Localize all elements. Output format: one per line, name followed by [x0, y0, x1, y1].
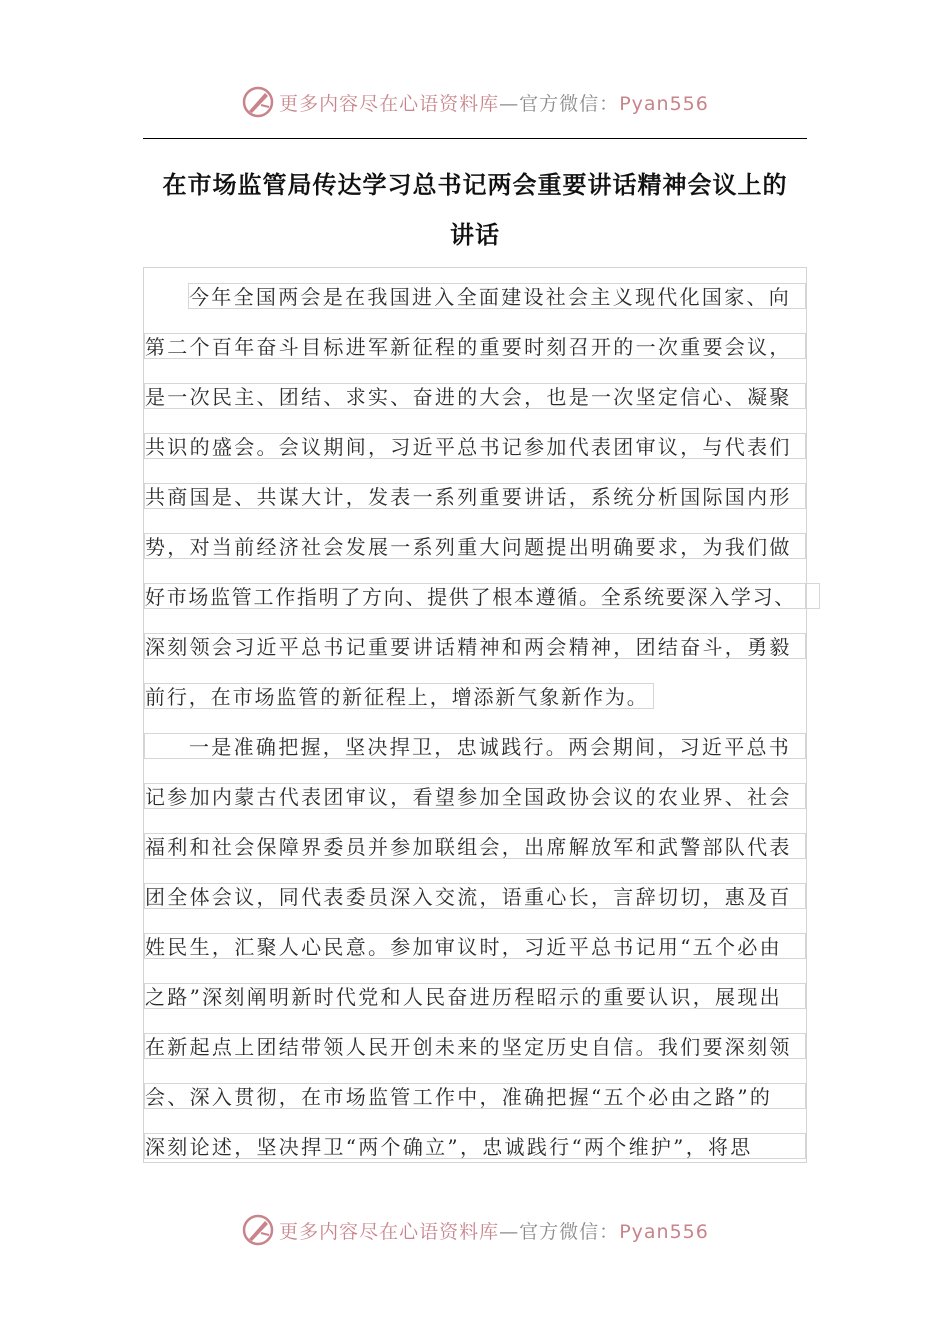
- body-line: 在新起点上团结带领人民开创未来的坚定历史自信。我们要深刻领: [144, 1033, 806, 1059]
- body-line: 深刻论述，坚决捍卫“两个确立”，忠诚践行“两个维护”，将思: [144, 1133, 806, 1159]
- title-line-1: 在市场监管局传达学习总书记两会重要讲话精神会议上的: [162, 170, 788, 199]
- body-line: 共识的盛会。会议期间，习近平总书记参加代表团审议，与代表们: [144, 433, 806, 459]
- watermark-wechat-id: Pyan556: [619, 1220, 709, 1243]
- document-body: [143, 267, 807, 1163]
- body-line: 前行，在市场监管的新征程上，增添新气象新作为。: [144, 683, 654, 709]
- document-title: [143, 160, 807, 260]
- watermark-label: —官方微信：: [499, 1220, 620, 1243]
- watermark-brand: 更多内容尽在心语资料库: [279, 92, 500, 115]
- body-line: 姓民生，汇聚人心民意。参加审议时，习近平总书记用“五个必由: [144, 933, 806, 959]
- body-line: 是一次民主、团结、求实、奋进的大会，也是一次坚定信心、凝聚: [144, 383, 806, 409]
- watermark-text: [279, 89, 709, 116]
- body-line: 福利和社会保障界委员并参加联组会，出席解放军和武警部队代表: [144, 833, 806, 859]
- watermark-text: [279, 1217, 709, 1244]
- watermark-label: —官方微信：: [499, 92, 620, 115]
- body-line: 记参加内蒙古代表团审议，看望参加全国政协会议的农业界、社会: [144, 783, 806, 809]
- watermark-footer: [0, 1210, 950, 1250]
- watermark-wechat-id: Pyan556: [619, 92, 709, 115]
- pen-logo-icon: [241, 85, 275, 119]
- title-line-2: 讲话: [450, 220, 500, 249]
- body-line: 势，对当前经济社会发展一系列重大问题提出明确要求，为我们做: [144, 533, 806, 559]
- header-divider: [143, 138, 807, 139]
- body-line: 今年全国两会是在我国进入全面建设社会主义现代化国家、向: [188, 283, 806, 309]
- body-line: 团全体会议，同代表委员深入交流，语重心长，言辞切切，惠及百: [144, 883, 806, 909]
- body-line: 会、深入贯彻，在市场监管工作中，准确把握“五个必由之路”的: [144, 1083, 806, 1109]
- line-overflow-marker: [806, 583, 820, 609]
- body-line: 深刻领会习近平总书记重要讲话精神和两会精神，团结奋斗，勇毅: [144, 633, 806, 659]
- body-line: 第二个百年奋斗目标进军新征程的重要时刻召开的一次重要会议，: [144, 333, 806, 359]
- body-line: 共商国是、共谋大计，发表一系列重要讲话，系统分析国际国内形: [144, 483, 806, 509]
- body-line: 一是准确把握，坚决捍卫，忠诚践行。两会期间，习近平总书: [144, 733, 806, 759]
- watermark-brand: 更多内容尽在心语资料库: [279, 1220, 500, 1243]
- body-line: 好市场监管工作指明了方向、提供了根本遵循。全系统要深入学习、: [144, 583, 806, 609]
- pen-logo-icon: [241, 1213, 275, 1247]
- watermark-header: [0, 82, 950, 122]
- body-line: 之路”深刻阐明新时代党和人民奋进历程昭示的重要认识，展现出: [144, 983, 806, 1009]
